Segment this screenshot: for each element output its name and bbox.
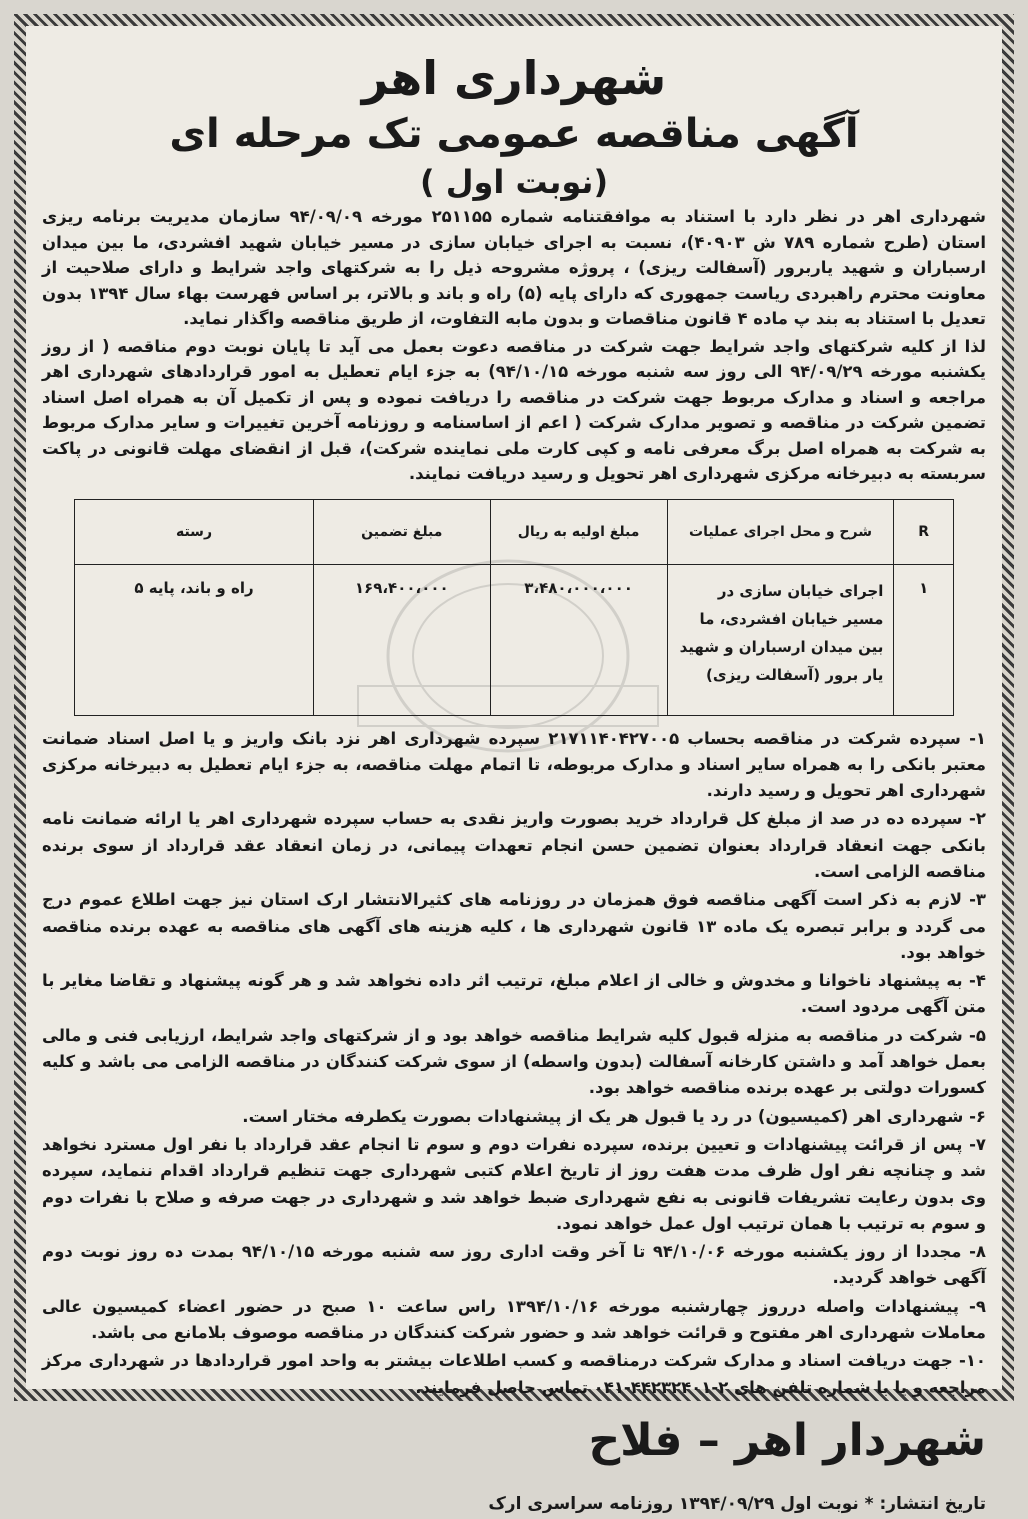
row-number: ۱ xyxy=(894,564,954,715)
org-title: شهرداری اهر xyxy=(361,51,667,105)
condition-item: ۱۰- جهت دریافت اسناد و مدارک شرکت درمناقصه و کسب اطلاعات بیشتر به واحد امور قراردادها در شهرداری مرکز مراجعه و یا با شماره تلفن های ۲-۴۴۲۳۲۴۰۱-۰۴۱ تماس حاصل فرمایند. xyxy=(42,1351,986,1397)
notice-round: (نوبت اول ) xyxy=(419,163,609,201)
header-r: R xyxy=(894,499,954,564)
row-category: راه و باند، پایه ۵ xyxy=(75,564,314,715)
publication-date: تاریخ انتشار: * نوبت اول ۱۳۹۴/۰۹/۲۹ روزنامه سراسری ارک xyxy=(488,1493,986,1514)
table-header-row xyxy=(75,499,954,564)
intro-paragraph: شهرداری اهر در نظر دارد با استناد به موافقتنامه شماره ۲۵۱۱۵۵ مورخه ۹۴/۰۹/۰۹ سازمان مدیریت برنامه ریزی استان (طرح شماره ۷۸۹ ش ۴۰۹۰۳)، نسبت به اجرای خیابان سازی در مسیر خیابان شهید افشردی، ما بین میدان ارسباران و شهید یاربرور (آسفالت ریزی) ، پروژه مشروحه ذیل را به شرکتهای واجد شرایط و دارای صلاحیت از معاونت محترم راهبردی ریاست جمهوری که دارای پایه (۵) راه و باند و بالاتر، بر اساس فهرست بهاء سال ۱۳۹۴ بدون تعدیل با استناد به بند پ ماده ۴ قانون مناقصات و بدون مابه التفاوت، از طریق مناقصه واگذار نماید. xyxy=(42,207,987,328)
header-initial-amount: مبلغ اولیه به ریال xyxy=(490,499,667,564)
condition-item: ۷- پس از قرائت پیشنهادات و تعیین برنده، سپرده نفرات دوم و سوم تا انجام عقد قرارداد با نفر اول مسترد نخواهد شد و چنانچه نفر اول ظرف مدت هفت روز از تاریخ اعلام کتبی شهرداری جهت تنظیم قرارداد اقدام ننماید، سپرده وی بدون رعایت تشریفات قانونی به نفع شهرداری ضبط خواهد شد و شهرداری در جهت صرفه و صلاح با نفرات دوم و سوم به ترتیب با همان ترتیب اول عمل خواهد نمود. xyxy=(42,1134,986,1233)
tender-table xyxy=(74,499,954,716)
condition-item: ۸- مجددا از روز یکشنبه مورخه ۹۴/۱۰/۰۶ تا آخر وقت اداری روز سه شنبه مورخه ۹۴/۱۰/۱۵ بمدت ده روز نوبت دوم آگهی خواهد گردید. xyxy=(42,1242,986,1288)
mayor-signature: شهردار اهر – فلاح xyxy=(588,1414,986,1466)
condition-item: ۵- شرکت در مناقصه به منزله قبول کلیه شرایط مناقصه خواهد بود و از شرکتهای واجد شرایط، ارزیابی فنی و مالی بعمل خواهد آمد و داشتن کارخانه آسفالت (بدون واسطه) از سوی شرکت کنندگان در مناقصه الزامی می باشد و کلیه کسورات دولتی بر عهده برنده مناقصه خواهد بود. xyxy=(42,1025,986,1098)
row-guarantee: ۱۶۹،۴۰۰،۰۰۰ xyxy=(314,564,491,715)
header-category: رسته xyxy=(75,499,314,564)
condition-item: ۱- سپرده شرکت در مناقصه بحساب ۲۱۷۱۱۴۰۴۲۷۰۰۵ سپرده شهرداری اهر نزد بانک واریز و یا اصل اسناد ضمانت معتبر بانکی را به همراه سایر اسناد و مدارک مربوطه، تا اتمام مهلت مناقصه، به جزء ایام تعطیل به دبیرخانه مرکزی شهرداری اهر تحویل و رسید دارند. xyxy=(42,728,986,801)
row-initial-amount: ۳،۴۸۰،۰۰۰،۰۰۰ xyxy=(490,564,667,715)
condition-item: ۹- پیشنهادات واصله درروز چهارشنبه مورخه ۱۳۹۴/۱۰/۱۶ راس ساعت ۱۰ صبح در حضور اعضاء کمیسیون عالی معاملات شهرداری اهر مفتوح و قرائت خواهد شد و حضور شرکت کنندگان در مناقصه موصوف بلامانع می باشد. xyxy=(42,1296,986,1343)
table-row xyxy=(75,564,954,715)
invitation-paragraph: لذا از کلیه شرکتهای واجد شرایط جهت شرکت در مناقصه دعوت بعمل می آید تا پایان نوبت دوم مناقصه ( از روز یکشنبه مورخه ۹۴/۰۹/۲۹ الی روز سه شنبه مورخه ۹۴/۱۰/۱۵) به جزء ایام تعطیل به امور قراردادهای شهرداری اهر مراجعه و اسناد و مدارک مربوط جهت شرکت در مناقصه را دریافت نموده و پس از تکمیل آن به همراه اصل اسناد تضمین شرکت در مناقصه و تصویر مدارک شرکت ( اعم از اساسنامه و روزنامه آخرین تغییرات و سایر مدارک مربوط به شرکت به همراه اصل برگ معرفی نامه و کپی کارت ملی نماینده شرکت)، قبل از انقضای مهلت قانونی در پاکت سربسته به دبیرخانه مرکزی شهرداری اهر تحویل و رسید دریافت نمایند. xyxy=(42,336,986,483)
header-description: شرح و محل اجرای عملیات xyxy=(667,499,894,564)
conditions-list xyxy=(36,726,992,1401)
header-guarantee: مبلغ تضمین xyxy=(314,499,491,564)
row-description: اجرای خیابان سازی در مسیر خیابان افشردی، ما بین میدان ارسباران و شهید یار برور (آسفالت ریزی) xyxy=(667,564,894,715)
condition-item: ۲- سپرده ده در صد از مبلغ کل قرارداد خرید بصورت واریز نقدی به حساب سپرده شهرداری اهر یا ارائه ضمانت نامه بانکی جهت انعقاد قرارداد بعنوان تضمین حسن انجام تعهدات پیمانی، در زمان انعقاد عقد قرارداد از سوی برنده مناقصه الزامی است. xyxy=(42,809,986,881)
notice-title: آگهی مناقصه عمومی تک مرحله ای xyxy=(169,111,859,157)
condition-item: ۴- به پیشنهاد ناخوانا و مخدوش و خالی از اعلام مبلغ، ترتیب اثر داده نخواهد شد و هر گونه پیشنهاد و تقاضا مغایر با متن آگهی مردود است. xyxy=(42,971,986,1017)
condition-item: ۳- لازم به ذکر است آگهی مناقصه فوق همزمان در روزنامه های کثیرالانتشار ارک استان نیز جهت اطلاع عموم درج می گردد و برابر تبصره یک ماده ۱۳ قانون شهرداری ها ، کلیه هزینه های آگهی های مناقصه به عهده برنده مناقصه خواهد بود. xyxy=(42,890,986,962)
condition-item: ۶- شهرداری اهر (کمیسیون) در رد یا قبول هر یک از پیشنهادات بصورت یکطرفه مختار است. xyxy=(242,1106,986,1126)
notice-content xyxy=(36,34,992,1514)
notice-frame xyxy=(14,14,1014,1514)
